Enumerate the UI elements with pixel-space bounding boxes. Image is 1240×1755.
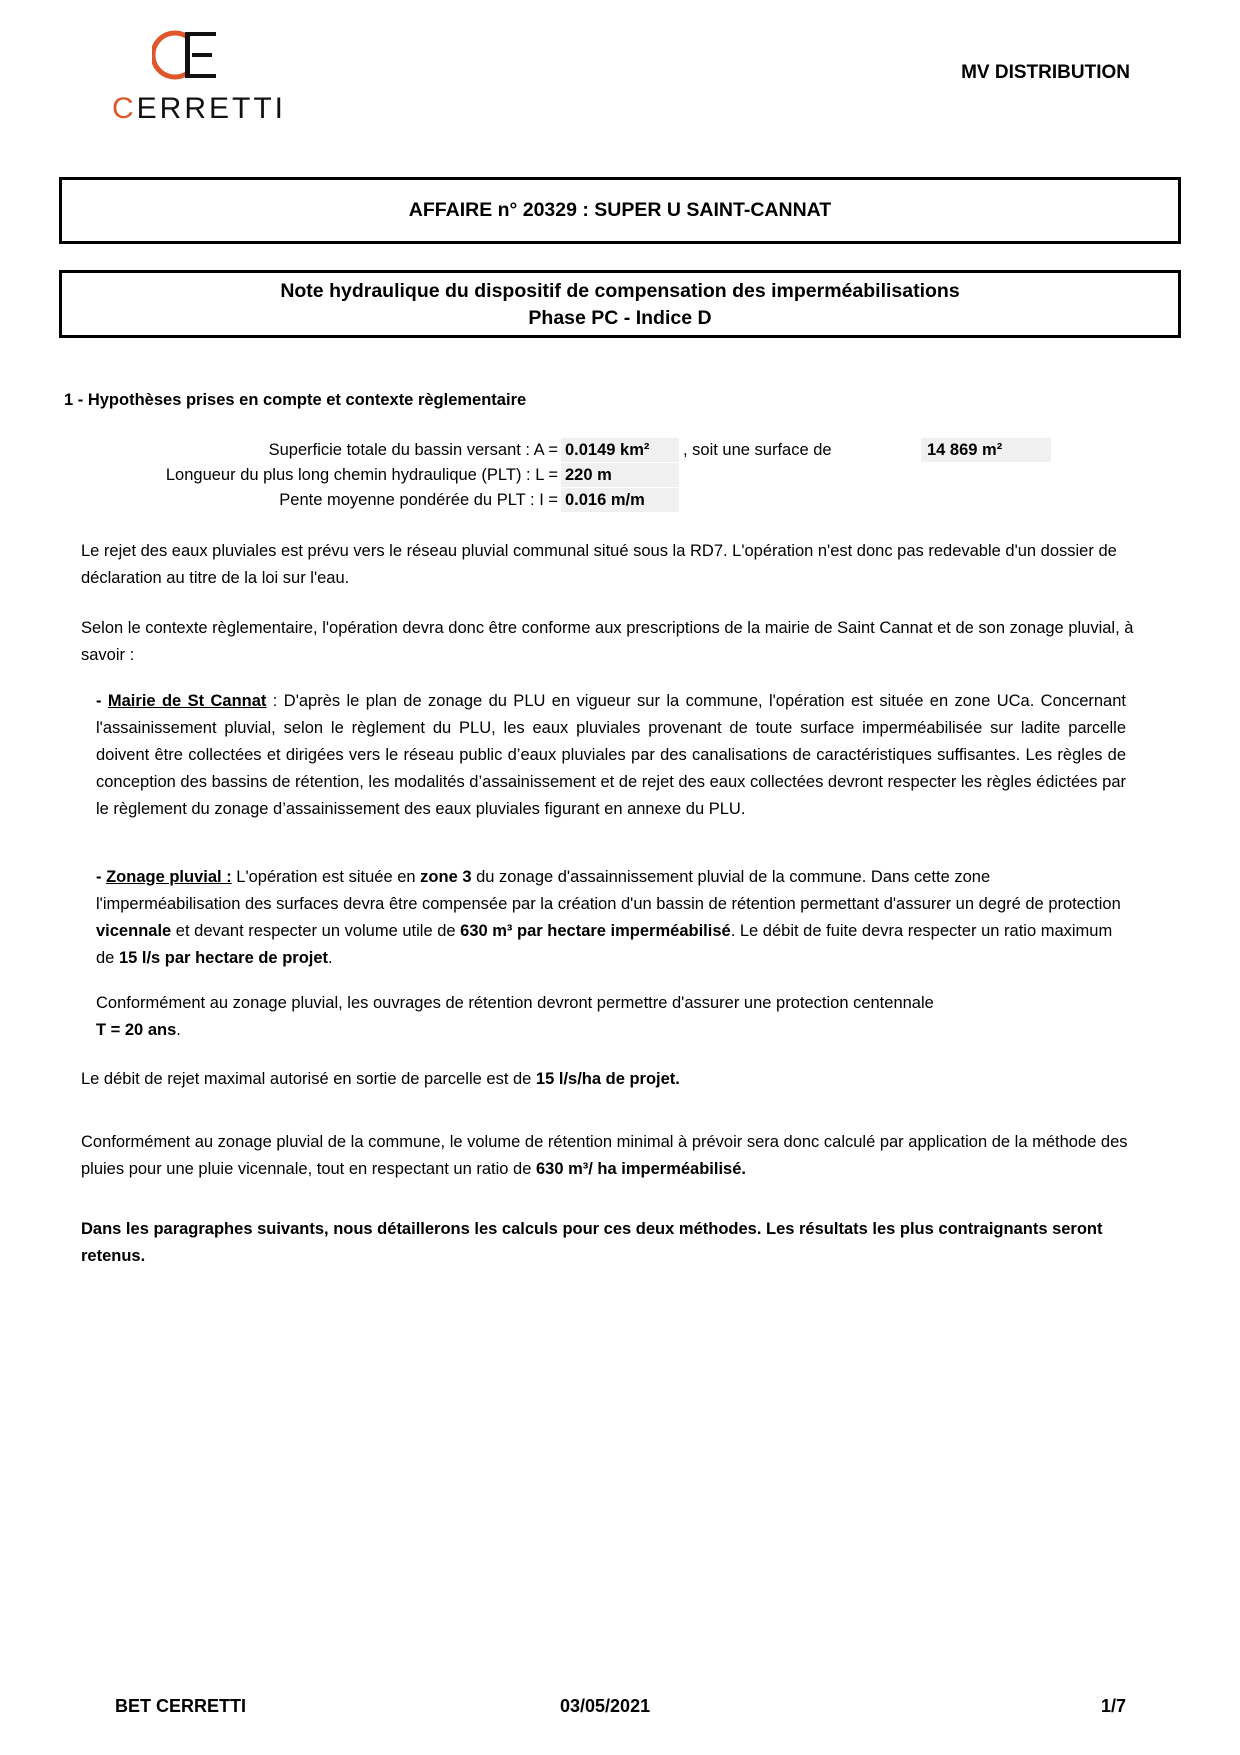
- affaire-title-box: [59, 177, 1181, 244]
- param-suffix: , soit une surface de: [683, 441, 832, 459]
- logo-mark-icon: [152, 28, 222, 82]
- phase-indice: Phase PC - Indice D: [528, 307, 712, 329]
- paragraph-debit: Le débit de rejet maximal autorisé en sortie de parcelle est de 15 l/s/ha de projet.: [81, 1070, 680, 1088]
- paragraph-zonage: - Zonage pluvial : L'opération est située en zone 3 du zonage d'assainnissement pluvial de la commune. Dans cette zone l'imperméabilisation des surfaces devra être compensée par la création d'un bassin de rétention permettant d'assurer un degré de protection vicennale et devant respecter un volume utile de 630 m³ par hectare imperméabilisé. Le débit de fuite devra respecter un ratio maximum de 15 l/s par hectare de projet.: [96, 868, 1121, 967]
- param-label: Pente moyenne pondérée du PLT : I =: [279, 491, 558, 509]
- param-value: 0.016 m/m: [561, 488, 679, 512]
- param-label: Superficie totale du bassin versant : A =: [268, 441, 558, 459]
- param-value-surface: 14 869 m²: [921, 438, 1051, 462]
- logo-wordmark: CERRETTI: [112, 92, 287, 125]
- affaire-title: AFFAIRE n° 20329 : SUPER U SAINT-CANNAT: [408, 199, 832, 221]
- footer-date: 03/05/2021: [560, 1696, 651, 1716]
- paragraph-protection: Conformément au zonage pluvial, les ouvrages de rétention devront permettre d'assurer une protection centennale T = 20 ans.: [96, 994, 934, 1039]
- footer-page-number: 1/7: [1100, 1696, 1126, 1716]
- paragraph-conclusion: Dans les paragraphes suivants, nous détaillerons les calculs pour ces deux méthodes. Les résultats les plus contraignants seront retenus.: [81, 1220, 1103, 1265]
- cerretti-logo: [112, 28, 287, 128]
- client-name: MV DISTRIBUTION: [961, 62, 1130, 83]
- paragraph-rejet: Le rejet des eaux pluviales est prévu vers le réseau pluvial communal situé sous la RD7. L'opération n'est donc pas redevable d'un dossier de déclaration au titre de la loi sur l'eau.: [81, 542, 1117, 587]
- section-1-title: 1 - Hypothèses prises en compte et contexte règlementaire: [64, 391, 527, 409]
- paragraph-mairie: - Mairie de St Cannat : D'après le plan de zonage du PLU en vigueur sur la commune, l'opération est située en zone UCa. Concernant l'assainissement pluvial, selon le règlement du PLU, les eaux pluviales provenant de toute surface imperméabilisée sur ladite parcelle doivent être collectées et dirigées vers le réseau public d’eaux pluviales par des canalisations de caractéristiques suffisantes. Les règles de conception des bassins de rétention, les modalités d’assainissement et de rejet des eaux collectées devront respecter les règles édictées par le règlement du zonage d’assainissement des eaux pluviales figurant en annexe du PLU.: [96, 692, 1126, 818]
- param-value: 0.0149 km²: [561, 438, 679, 462]
- note-title: Note hydraulique du dispositif de compensation des imperméabilisations: [280, 280, 960, 302]
- note-title-box: [59, 270, 1181, 338]
- footer-company: BET CERRETTI: [115, 1696, 247, 1716]
- mairie-heading: Mairie de St Cannat: [107, 692, 267, 710]
- paragraph-contexte: Selon le contexte règlementaire, l'opération devra donc être conforme aux prescriptions de la mairie de Saint Cannat et de son zonage pluvial, à savoir :: [81, 619, 1134, 664]
- param-value: 220 m: [561, 463, 679, 487]
- param-row-longueur: [0, 463, 1240, 487]
- param-label: Longueur du plus long chemin hydraulique (PLT) : L =: [165, 466, 558, 484]
- paragraph-volume: Conformément au zonage pluvial de la commune, le volume de rétention minimal à prévoir sera donc calculé par application de la méthode des pluies pour une pluie vicennale, tout en respectant un ratio de 630 m³/ ha imperméabilisé.: [81, 1133, 1128, 1178]
- param-row-superficie: [0, 438, 1240, 462]
- param-row-pente: [0, 488, 1240, 512]
- zonage-heading: Zonage pluvial :: [106, 868, 232, 886]
